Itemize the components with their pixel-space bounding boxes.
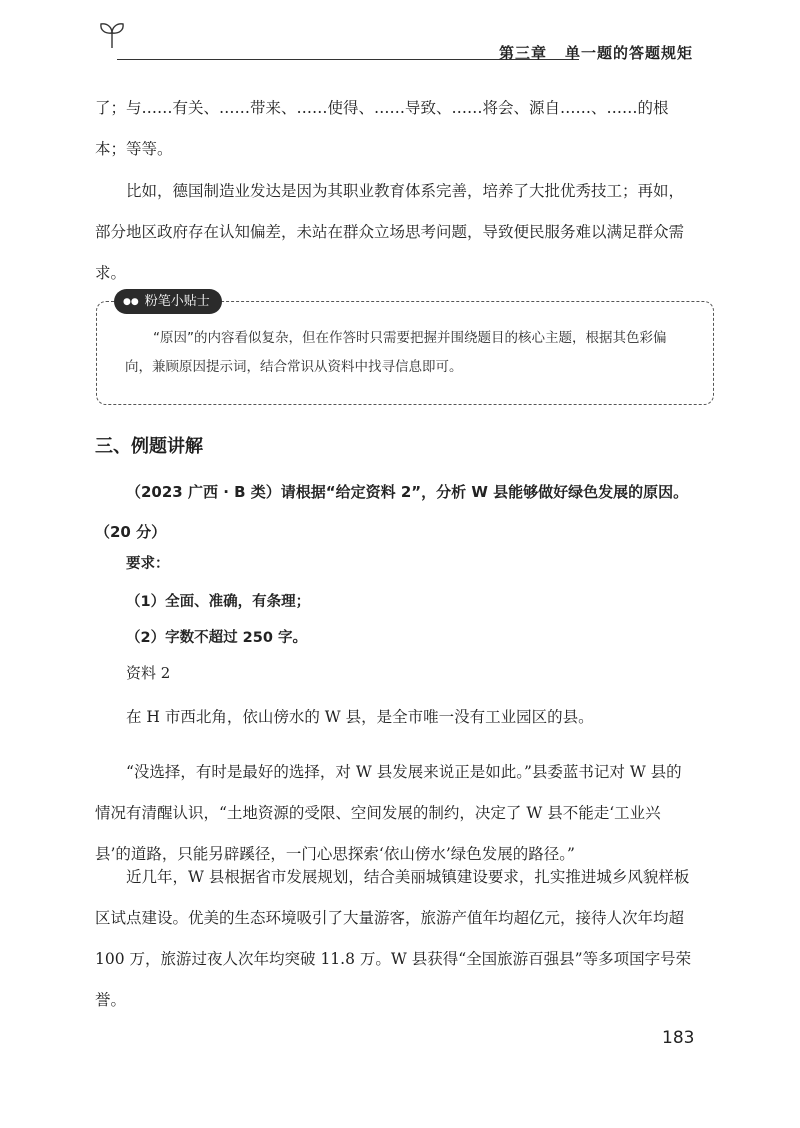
sprout-icon — [95, 18, 129, 52]
paragraph-example: 比如，德国制造业发达是因为其职业教育体系完善，培养了大批优秀技工；再如，部分地区政府存在认知偏差，未站在群众立场思考问题，导致便民服务难以满足群众需求。 — [95, 182, 685, 282]
chapter-number: 第三章 — [498, 44, 547, 62]
chapter-title: 单一题的答题规矩 — [564, 44, 693, 62]
requirement-2: （2）字数不超过 250 字。 — [126, 630, 307, 646]
material-title: 资料 2 — [126, 664, 171, 682]
question-text: （2023 广西 · B 类）请根据“给定资料 2”，分析 W 县能够做好绿色发展的原因。（20 分） — [95, 483, 689, 541]
tip-badge-label: 粉笔小贴士 — [144, 294, 210, 309]
running-header — [95, 18, 705, 62]
material-paragraph-3: 近几年，W 县根据省市发展规划，结合美丽城镇建设要求，扎实推进城乡风貌样板区试点建设。优美的生态环境吸引了大量游客，旅游产值年均超亿元，接待人次年均超 100 万，旅游过夜人次年均突破 11.8 万。W 县获得“全国旅游百强县”等多项国字号荣誉。 — [95, 868, 692, 1009]
tip-box — [96, 294, 714, 405]
material-paragraph-1: 在 H 市西北角，依山傍水的 W 县，是全市唯一没有工业园区的县。 — [126, 708, 594, 726]
requirement-1: （1）全面、准确，有条理； — [126, 594, 311, 610]
paragraph-continuation: 了；与……有关、……带来、……使得、……导致、……将会、源自……、……的根本；等等。 — [95, 99, 669, 158]
tip-dots-icon: ●● — [123, 297, 139, 307]
page-number: 183 — [662, 1028, 695, 1048]
section-heading: 三、例题讲解 — [95, 436, 203, 457]
material-paragraph-2: “没选择，有时是最好的选择，对 W 县发展来说正是如此。”县委蓝书记对 W 县的情况有清醒认识，“土地资源的受限、空间发展的制约，决定了 W 县不能走‘工业兴县’的道路，只能另辟蹊径，一门心思探索‘依山傍水’绿色发展的路径。” — [95, 763, 682, 863]
tip-text: “原因”的内容看似复杂，但在作答时只需要把握并围绕题目的核心主题，根据其色彩偏向，兼顾原因提示词，结合常识从资料中找寻信息即可。 — [125, 330, 667, 375]
header-title — [499, 42, 693, 63]
requirements-label: 要求： — [126, 556, 170, 572]
tip-badge — [114, 289, 222, 314]
